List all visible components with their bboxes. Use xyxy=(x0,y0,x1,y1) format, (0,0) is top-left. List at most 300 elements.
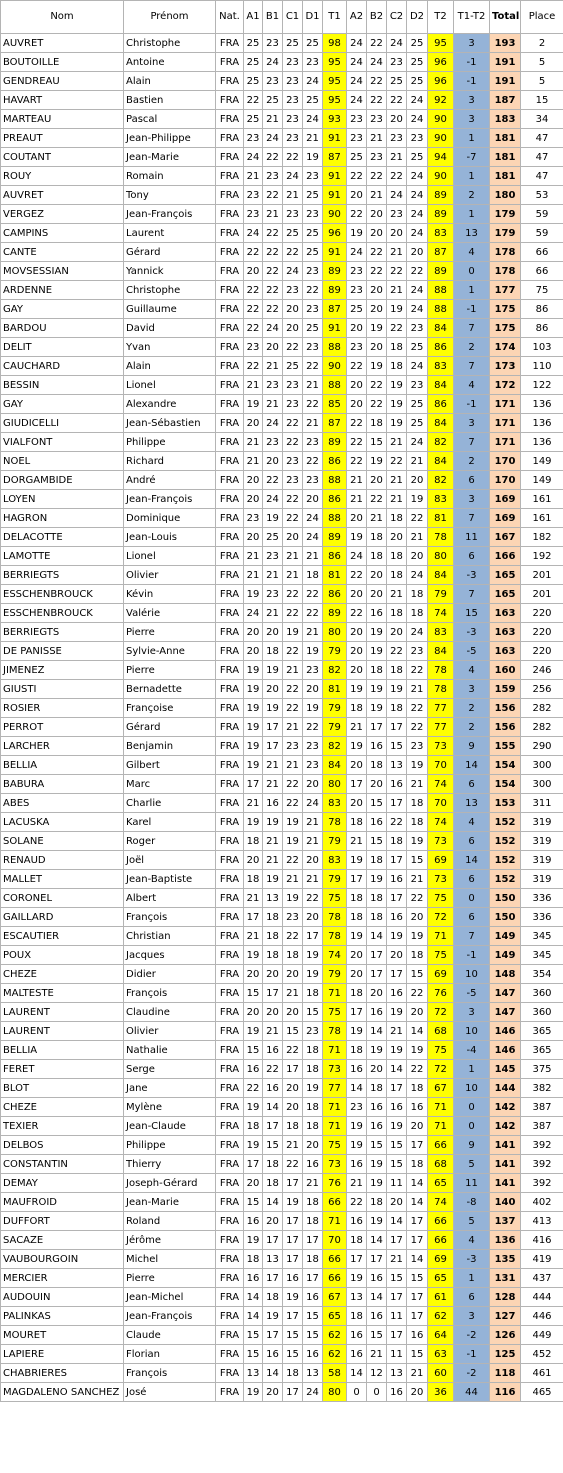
cell-c1: 18 xyxy=(283,946,303,965)
cell-prenom: David xyxy=(124,319,216,338)
cell-place: 452 xyxy=(521,1345,563,1364)
cell-d1: 16 xyxy=(303,1345,323,1364)
cell-d2: 18 xyxy=(407,585,428,604)
header-c1: C1 xyxy=(283,1,303,34)
cell-d2: 14 xyxy=(407,1174,428,1193)
cell-b1: 22 xyxy=(263,262,283,281)
cell-b1: 20 xyxy=(263,680,283,699)
cell-prenom: Alain xyxy=(124,357,216,376)
cell-total: 146 xyxy=(490,1022,521,1041)
cell-d1: 19 xyxy=(303,965,323,984)
cell-a1: 21 xyxy=(244,376,263,395)
cell-c1: 20 xyxy=(283,528,303,547)
cell-t1-t2: -8 xyxy=(454,1193,490,1212)
cell-d2: 20 xyxy=(407,1383,428,1402)
cell-nom: CHEZE xyxy=(1,1098,124,1117)
cell-nom: DEMAY xyxy=(1,1174,124,1193)
cell-place: 201 xyxy=(521,566,563,585)
cell-place: 449 xyxy=(521,1326,563,1345)
cell-total: 148 xyxy=(490,965,521,984)
table-row xyxy=(1,547,563,566)
cell-b1: 19 xyxy=(263,1307,283,1326)
table-row xyxy=(1,300,563,319)
cell-nat: FRA xyxy=(216,243,244,262)
cell-t1-t2: 6 xyxy=(454,471,490,490)
table-row xyxy=(1,528,563,547)
cell-b1: 19 xyxy=(263,813,283,832)
cell-nom: ESSCHENBROUCK xyxy=(1,585,124,604)
cell-total: 163 xyxy=(490,623,521,642)
table-row xyxy=(1,965,563,984)
cell-a1: 19 xyxy=(244,946,263,965)
cell-a1: 15 xyxy=(244,984,263,1003)
cell-d2: 25 xyxy=(407,53,428,72)
cell-c1: 20 xyxy=(283,300,303,319)
cell-a2: 19 xyxy=(347,1269,367,1288)
cell-a1: 18 xyxy=(244,1117,263,1136)
cell-b2: 18 xyxy=(367,1193,387,1212)
cell-t2: 78 xyxy=(428,680,454,699)
cell-nat: FRA xyxy=(216,452,244,471)
cell-place: 103 xyxy=(521,338,563,357)
cell-c1: 17 xyxy=(283,1060,303,1079)
cell-nat: FRA xyxy=(216,72,244,91)
cell-prenom: Jean-François xyxy=(124,205,216,224)
cell-c2: 21 xyxy=(387,148,407,167)
cell-a1: 16 xyxy=(244,1269,263,1288)
cell-d1: 15 xyxy=(303,1003,323,1022)
cell-b2: 17 xyxy=(367,1250,387,1269)
header-row xyxy=(1,1,563,34)
cell-c1: 23 xyxy=(283,110,303,129)
cell-d2: 24 xyxy=(407,357,428,376)
table-row xyxy=(1,756,563,775)
cell-t1-t2: 5 xyxy=(454,1212,490,1231)
cell-t2: 86 xyxy=(428,338,454,357)
cell-c2: 16 xyxy=(387,984,407,1003)
cell-t1-t2: 4 xyxy=(454,813,490,832)
cell-b1: 20 xyxy=(263,1383,283,1402)
cell-a2: 18 xyxy=(347,908,367,927)
cell-a1: 21 xyxy=(244,167,263,186)
cell-c2: 11 xyxy=(387,1307,407,1326)
cell-b2: 20 xyxy=(367,205,387,224)
table-row xyxy=(1,1212,563,1231)
cell-a2: 23 xyxy=(347,1098,367,1117)
cell-nat: FRA xyxy=(216,680,244,699)
cell-nom: GAILLARD xyxy=(1,908,124,927)
header-total: Total xyxy=(490,1,521,34)
cell-nom: CHABRIERES xyxy=(1,1364,124,1383)
cell-a1: 19 xyxy=(244,1231,263,1250)
table-row xyxy=(1,1364,563,1383)
cell-t2: 75 xyxy=(428,1041,454,1060)
table-row xyxy=(1,167,563,186)
cell-b2: 20 xyxy=(367,281,387,300)
cell-place: 182 xyxy=(521,528,563,547)
cell-a1: 20 xyxy=(244,528,263,547)
cell-b1: 21 xyxy=(263,604,283,623)
cell-a2: 23 xyxy=(347,338,367,357)
cell-t2: 75 xyxy=(428,946,454,965)
cell-t1-t2: 11 xyxy=(454,1174,490,1193)
cell-d2: 18 xyxy=(407,1079,428,1098)
cell-a2: 18 xyxy=(347,813,367,832)
cell-nom: ESCAUTIER xyxy=(1,927,124,946)
cell-t2: 86 xyxy=(428,395,454,414)
cell-t1-t2: -1 xyxy=(454,946,490,965)
cell-nat: FRA xyxy=(216,319,244,338)
cell-place: 360 xyxy=(521,984,563,1003)
cell-nom: TEXIER xyxy=(1,1117,124,1136)
cell-total: 149 xyxy=(490,946,521,965)
cell-c2: 20 xyxy=(387,623,407,642)
cell-prenom: Françoise xyxy=(124,699,216,718)
cell-t2: 90 xyxy=(428,110,454,129)
cell-total: 179 xyxy=(490,205,521,224)
cell-d1: 22 xyxy=(303,281,323,300)
cell-t1-t2: 15 xyxy=(454,604,490,623)
cell-c1: 20 xyxy=(283,319,303,338)
cell-d1: 19 xyxy=(303,699,323,718)
cell-nat: FRA xyxy=(216,1345,244,1364)
cell-t1: 66 xyxy=(323,1193,347,1212)
cell-t2: 81 xyxy=(428,509,454,528)
cell-a1: 17 xyxy=(244,775,263,794)
cell-t1-t2: 7 xyxy=(454,357,490,376)
table-row xyxy=(1,946,563,965)
cell-c2: 21 xyxy=(387,490,407,509)
cell-t1: 75 xyxy=(323,889,347,908)
cell-a1: 25 xyxy=(244,53,263,72)
cell-d2: 17 xyxy=(407,1288,428,1307)
cell-c1: 23 xyxy=(283,737,303,756)
cell-b1: 24 xyxy=(263,490,283,509)
cell-place: 246 xyxy=(521,661,563,680)
cell-c2: 13 xyxy=(387,1364,407,1383)
cell-c1: 18 xyxy=(283,1117,303,1136)
cell-a1: 18 xyxy=(244,1250,263,1269)
cell-b1: 23 xyxy=(263,547,283,566)
cell-b1: 21 xyxy=(263,357,283,376)
table-row xyxy=(1,680,563,699)
cell-nom: HAVART xyxy=(1,91,124,110)
cell-b1: 15 xyxy=(263,1136,283,1155)
cell-t1-t2: 10 xyxy=(454,965,490,984)
cell-t1: 86 xyxy=(323,452,347,471)
cell-d2: 15 xyxy=(407,1345,428,1364)
cell-c2: 17 xyxy=(387,889,407,908)
cell-d1: 20 xyxy=(303,851,323,870)
cell-nat: FRA xyxy=(216,376,244,395)
cell-nom: AUDOUIN xyxy=(1,1288,124,1307)
cell-a2: 20 xyxy=(347,965,367,984)
cell-prenom: Guillaume xyxy=(124,300,216,319)
cell-d1: 17 xyxy=(303,927,323,946)
cell-t1: 71 xyxy=(323,1041,347,1060)
cell-d1: 21 xyxy=(303,1174,323,1193)
cell-a1: 19 xyxy=(244,699,263,718)
cell-t1-t2: 7 xyxy=(454,319,490,338)
table-row xyxy=(1,471,563,490)
cell-place: 66 xyxy=(521,243,563,262)
cell-t2: 90 xyxy=(428,167,454,186)
cell-total: 128 xyxy=(490,1288,521,1307)
cell-b2: 18 xyxy=(367,661,387,680)
cell-prenom: Philippe xyxy=(124,1136,216,1155)
header-b1: B1 xyxy=(263,1,283,34)
cell-c1: 22 xyxy=(283,414,303,433)
cell-c2: 21 xyxy=(387,433,407,452)
cell-prenom: Serge xyxy=(124,1060,216,1079)
cell-c2: 17 xyxy=(387,1231,407,1250)
cell-prenom: Thierry xyxy=(124,1155,216,1174)
cell-a2: 24 xyxy=(347,91,367,110)
cell-d2: 24 xyxy=(407,167,428,186)
cell-a1: 23 xyxy=(244,338,263,357)
cell-nom: GAY xyxy=(1,300,124,319)
cell-place: 5 xyxy=(521,53,563,72)
cell-total: 175 xyxy=(490,300,521,319)
cell-a1: 20 xyxy=(244,262,263,281)
cell-prenom: André xyxy=(124,471,216,490)
cell-b2: 22 xyxy=(367,243,387,262)
cell-b2: 19 xyxy=(367,452,387,471)
cell-b2: 18 xyxy=(367,1079,387,1098)
cell-c2: 16 xyxy=(387,775,407,794)
cell-d1: 23 xyxy=(303,1022,323,1041)
cell-place: 2 xyxy=(521,34,563,53)
cell-t1-t2: 2 xyxy=(454,338,490,357)
cell-nat: FRA xyxy=(216,870,244,889)
cell-t1-t2: -3 xyxy=(454,1250,490,1269)
cell-d2: 24 xyxy=(407,186,428,205)
cell-d1: 16 xyxy=(303,1288,323,1307)
cell-t2: 66 xyxy=(428,1136,454,1155)
cell-t1-t2: 4 xyxy=(454,661,490,680)
cell-b2: 19 xyxy=(367,623,387,642)
cell-a2: 19 xyxy=(347,851,367,870)
cell-nat: FRA xyxy=(216,91,244,110)
cell-nat: FRA xyxy=(216,604,244,623)
cell-nom: AUVRET xyxy=(1,34,124,53)
cell-a1: 15 xyxy=(244,1193,263,1212)
cell-b1: 20 xyxy=(263,623,283,642)
cell-nat: FRA xyxy=(216,832,244,851)
cell-t1-t2: -1 xyxy=(454,1345,490,1364)
cell-d1: 25 xyxy=(303,91,323,110)
cell-b2: 19 xyxy=(367,870,387,889)
cell-d2: 24 xyxy=(407,110,428,129)
cell-t2: 69 xyxy=(428,851,454,870)
header-nat: Nat. xyxy=(216,1,244,34)
table-row xyxy=(1,243,563,262)
cell-t2: 36 xyxy=(428,1383,454,1402)
cell-a1: 19 xyxy=(244,718,263,737)
cell-t2: 73 xyxy=(428,870,454,889)
cell-d2: 24 xyxy=(407,433,428,452)
cell-d1: 18 xyxy=(303,1117,323,1136)
cell-c1: 18 xyxy=(283,1364,303,1383)
cell-b2: 15 xyxy=(367,1136,387,1155)
cell-d2: 21 xyxy=(407,452,428,471)
cell-d1: 15 xyxy=(303,1326,323,1345)
cell-place: 47 xyxy=(521,167,563,186)
cell-t2: 72 xyxy=(428,908,454,927)
cell-b2: 18 xyxy=(367,414,387,433)
cell-t1-t2: 44 xyxy=(454,1383,490,1402)
cell-b2: 24 xyxy=(367,53,387,72)
cell-t1-t2: 0 xyxy=(454,262,490,281)
cell-nat: FRA xyxy=(216,433,244,452)
cell-t1: 90 xyxy=(323,357,347,376)
cell-c2: 18 xyxy=(387,547,407,566)
cell-place: 446 xyxy=(521,1307,563,1326)
cell-total: 152 xyxy=(490,870,521,889)
cell-d1: 17 xyxy=(303,1269,323,1288)
cell-c1: 16 xyxy=(283,1269,303,1288)
cell-t1: 93 xyxy=(323,110,347,129)
cell-nat: FRA xyxy=(216,661,244,680)
cell-b2: 20 xyxy=(367,300,387,319)
cell-total: 141 xyxy=(490,1155,521,1174)
cell-c2: 19 xyxy=(387,680,407,699)
cell-t1-t2: 6 xyxy=(454,832,490,851)
cell-a1: 22 xyxy=(244,319,263,338)
cell-nom: COUTANT xyxy=(1,148,124,167)
cell-t1: 76 xyxy=(323,1174,347,1193)
cell-t1: 91 xyxy=(323,129,347,148)
cell-t2: 84 xyxy=(428,376,454,395)
cell-b1: 22 xyxy=(263,148,283,167)
cell-c1: 22 xyxy=(283,851,303,870)
cell-a2: 19 xyxy=(347,680,367,699)
table-row xyxy=(1,870,563,889)
cell-prenom: Lionel xyxy=(124,376,216,395)
cell-a2: 18 xyxy=(347,984,367,1003)
cell-b2: 21 xyxy=(367,509,387,528)
cell-prenom: Pierre xyxy=(124,661,216,680)
cell-d2: 23 xyxy=(407,376,428,395)
cell-t2: 84 xyxy=(428,566,454,585)
cell-c2: 23 xyxy=(387,205,407,224)
cell-b1: 17 xyxy=(263,1269,283,1288)
cell-prenom: Yvan xyxy=(124,338,216,357)
cell-d2: 21 xyxy=(407,870,428,889)
cell-b2: 18 xyxy=(367,547,387,566)
cell-place: 336 xyxy=(521,908,563,927)
table-row xyxy=(1,661,563,680)
cell-t2: 79 xyxy=(428,585,454,604)
cell-d2: 21 xyxy=(407,528,428,547)
cell-t1: 83 xyxy=(323,851,347,870)
cell-nom: MARTEAU xyxy=(1,110,124,129)
cell-a2: 18 xyxy=(347,699,367,718)
cell-a2: 18 xyxy=(347,1307,367,1326)
cell-a2: 20 xyxy=(347,376,367,395)
cell-place: 220 xyxy=(521,642,563,661)
cell-total: 170 xyxy=(490,471,521,490)
cell-prenom: Claude xyxy=(124,1326,216,1345)
cell-t1: 58 xyxy=(323,1364,347,1383)
cell-t2: 73 xyxy=(428,737,454,756)
cell-c2: 22 xyxy=(387,642,407,661)
cell-b2: 15 xyxy=(367,832,387,851)
cell-a2: 20 xyxy=(347,794,367,813)
cell-nom: LAURENT xyxy=(1,1022,124,1041)
cell-total: 141 xyxy=(490,1174,521,1193)
cell-b1: 24 xyxy=(263,414,283,433)
cell-b1: 23 xyxy=(263,72,283,91)
table-header xyxy=(1,1,563,34)
cell-c2: 13 xyxy=(387,756,407,775)
cell-d2: 18 xyxy=(407,604,428,623)
cell-b2: 16 xyxy=(367,604,387,623)
cell-d1: 20 xyxy=(303,908,323,927)
cell-b1: 18 xyxy=(263,1288,283,1307)
cell-nat: FRA xyxy=(216,1326,244,1345)
cell-prenom: Jean-Baptiste xyxy=(124,870,216,889)
cell-d1: 20 xyxy=(303,775,323,794)
cell-b2: 22 xyxy=(367,490,387,509)
cell-a2: 22 xyxy=(347,357,367,376)
cell-b2: 21 xyxy=(367,1345,387,1364)
cell-t2: 69 xyxy=(428,1250,454,1269)
cell-c1: 21 xyxy=(283,547,303,566)
cell-d1: 24 xyxy=(303,794,323,813)
cell-c2: 22 xyxy=(387,91,407,110)
cell-prenom: Dominique xyxy=(124,509,216,528)
cell-b1: 18 xyxy=(263,946,283,965)
cell-nat: FRA xyxy=(216,53,244,72)
cell-b2: 20 xyxy=(367,224,387,243)
cell-prenom: Jean-Marie xyxy=(124,148,216,167)
cell-b2: 15 xyxy=(367,794,387,813)
cell-prenom: Jean-Michel xyxy=(124,1288,216,1307)
cell-total: 191 xyxy=(490,72,521,91)
cell-t1: 78 xyxy=(323,813,347,832)
cell-d2: 14 xyxy=(407,1193,428,1212)
cell-b2: 15 xyxy=(367,433,387,452)
cell-t1: 82 xyxy=(323,661,347,680)
cell-c1: 22 xyxy=(283,148,303,167)
cell-t1: 65 xyxy=(323,1307,347,1326)
cell-a1: 22 xyxy=(244,357,263,376)
cell-t2: 63 xyxy=(428,1345,454,1364)
cell-a1: 19 xyxy=(244,1136,263,1155)
table-row xyxy=(1,604,563,623)
cell-nom: CONSTANTIN xyxy=(1,1155,124,1174)
cell-prenom: Jean-François xyxy=(124,1307,216,1326)
cell-a1: 16 xyxy=(244,1212,263,1231)
cell-total: 131 xyxy=(490,1269,521,1288)
cell-d1: 22 xyxy=(303,889,323,908)
cell-c1: 20 xyxy=(283,965,303,984)
cell-total: 137 xyxy=(490,1212,521,1231)
cell-c1: 25 xyxy=(283,224,303,243)
cell-total: 154 xyxy=(490,756,521,775)
cell-nom: BERRIEGTS xyxy=(1,566,124,585)
cell-place: 122 xyxy=(521,376,563,395)
cell-t1: 79 xyxy=(323,870,347,889)
cell-d2: 22 xyxy=(407,262,428,281)
cell-t2: 74 xyxy=(428,775,454,794)
cell-b2: 19 xyxy=(367,1174,387,1193)
cell-d1: 18 xyxy=(303,1041,323,1060)
table-row xyxy=(1,1307,563,1326)
cell-b1: 18 xyxy=(263,642,283,661)
cell-total: 172 xyxy=(490,376,521,395)
